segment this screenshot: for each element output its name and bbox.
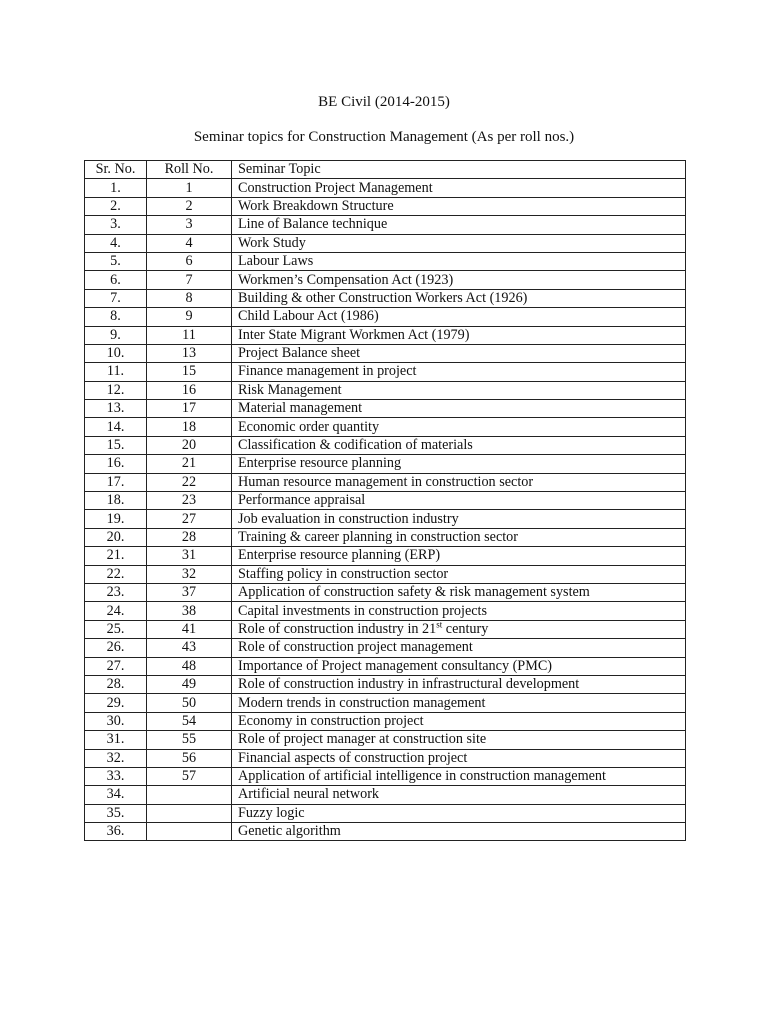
topic-superscript: st xyxy=(436,620,443,630)
roll-no-cell: 28 xyxy=(147,528,232,546)
table-row xyxy=(85,749,686,767)
table-row xyxy=(85,308,686,326)
seminar-topic-cell: Economy in construction project xyxy=(232,712,686,730)
table-row xyxy=(85,363,686,381)
seminar-topic-cell: Genetic algorithm xyxy=(232,823,686,841)
seminar-topic-cell: Job evaluation in construction industry xyxy=(232,510,686,528)
roll-no-cell: 32 xyxy=(147,565,232,583)
table-row xyxy=(85,657,686,675)
seminar-topic-cell: Labour Laws xyxy=(232,252,686,270)
roll-no-cell: 23 xyxy=(147,492,232,510)
table-row xyxy=(85,381,686,399)
sr-no-cell: 9. xyxy=(85,326,147,344)
seminar-topic-cell: Economic order quantity xyxy=(232,418,686,436)
seminar-topic-cell: Inter State Migrant Workmen Act (1979) xyxy=(232,326,686,344)
topic-text-tail: century xyxy=(442,620,489,637)
seminar-topic-cell: Role of construction industry in infrastructural development xyxy=(232,675,686,693)
seminar-topic-cell: Classification & codification of materials xyxy=(232,436,686,454)
table-row xyxy=(85,675,686,693)
sr-no-cell: 31. xyxy=(85,731,147,749)
topic-text: Role of construction industry in 21 xyxy=(238,620,437,637)
roll-no-cell: 20 xyxy=(147,436,232,454)
table-row xyxy=(85,216,686,234)
seminar-topics-table xyxy=(84,160,686,841)
table-row xyxy=(85,271,686,289)
table-row xyxy=(85,400,686,418)
table-row xyxy=(85,767,686,785)
table-body xyxy=(85,179,686,841)
sr-no-cell: 10. xyxy=(85,344,147,362)
roll-no-cell: 48 xyxy=(147,657,232,675)
roll-no-cell: 31 xyxy=(147,547,232,565)
table-row xyxy=(85,473,686,491)
sr-no-cell: 34. xyxy=(85,786,147,804)
roll-no-cell: 13 xyxy=(147,344,232,362)
sr-no-cell: 18. xyxy=(85,492,147,510)
table-row xyxy=(85,547,686,565)
roll-no-cell: 15 xyxy=(147,363,232,381)
seminar-topic-cell: Role of project manager at construction site xyxy=(232,731,686,749)
roll-no-cell: 1 xyxy=(147,179,232,197)
roll-no-cell: 55 xyxy=(147,731,232,749)
roll-no-cell xyxy=(147,823,232,841)
roll-no-cell xyxy=(147,804,232,822)
seminar-topic-cell: Finance management in project xyxy=(232,363,686,381)
seminar-topic-cell xyxy=(232,620,686,638)
table-row xyxy=(85,510,686,528)
sr-no-cell: 30. xyxy=(85,712,147,730)
sr-no-cell: 14. xyxy=(85,418,147,436)
roll-no-cell: 54 xyxy=(147,712,232,730)
table-row xyxy=(85,326,686,344)
roll-no-cell: 37 xyxy=(147,583,232,601)
roll-no-cell xyxy=(147,786,232,804)
page-title: BE Civil (2014-2015) xyxy=(318,94,450,110)
roll-no-cell: 6 xyxy=(147,252,232,270)
table-row xyxy=(85,712,686,730)
sr-no-cell: 28. xyxy=(85,675,147,693)
sr-no-cell: 24. xyxy=(85,602,147,620)
seminar-topic-cell: Building & other Construction Workers Act (1926) xyxy=(232,289,686,307)
table-row xyxy=(85,583,686,601)
sr-no-cell: 33. xyxy=(85,767,147,785)
roll-no-cell: 27 xyxy=(147,510,232,528)
sr-no-cell: 23. xyxy=(85,583,147,601)
sr-no-cell: 32. xyxy=(85,749,147,767)
table-row xyxy=(85,528,686,546)
seminar-topic-cell: Material management xyxy=(232,400,686,418)
sr-no-cell: 1. xyxy=(85,179,147,197)
table-row xyxy=(85,289,686,307)
table-row xyxy=(85,602,686,620)
seminar-topic-cell: Human resource management in construction sector xyxy=(232,473,686,491)
roll-no-cell: 4 xyxy=(147,234,232,252)
table-row xyxy=(85,436,686,454)
roll-no-cell: 7 xyxy=(147,271,232,289)
roll-no-cell: 43 xyxy=(147,639,232,657)
seminar-topic-cell: Importance of Project management consultancy (PMC) xyxy=(232,657,686,675)
seminar-topic-cell: Artificial neural network xyxy=(232,786,686,804)
sr-no-cell: 4. xyxy=(85,234,147,252)
roll-no-cell: 38 xyxy=(147,602,232,620)
roll-no-cell: 8 xyxy=(147,289,232,307)
roll-no-cell: 57 xyxy=(147,767,232,785)
roll-no-cell: 41 xyxy=(147,620,232,638)
sr-no-cell: 29. xyxy=(85,694,147,712)
seminar-topic-cell: Capital investments in construction projects xyxy=(232,602,686,620)
sr-no-cell: 5. xyxy=(85,252,147,270)
sr-no-cell: 11. xyxy=(85,363,147,381)
table-row xyxy=(85,234,686,252)
seminar-topic-cell: Enterprise resource planning xyxy=(232,455,686,473)
table-row xyxy=(85,455,686,473)
table-row xyxy=(85,804,686,822)
seminar-topic-cell: Construction Project Management xyxy=(232,179,686,197)
sr-no-cell: 8. xyxy=(85,308,147,326)
seminar-topic-cell: Performance appraisal xyxy=(232,492,686,510)
roll-no-cell: 22 xyxy=(147,473,232,491)
sr-no-cell: 27. xyxy=(85,657,147,675)
roll-no-cell: 18 xyxy=(147,418,232,436)
roll-no-cell: 11 xyxy=(147,326,232,344)
seminar-topic-cell: Modern trends in construction management xyxy=(232,694,686,712)
table-row xyxy=(85,418,686,436)
seminar-topic-cell: Financial aspects of construction project xyxy=(232,749,686,767)
header-roll-no: Roll No. xyxy=(147,161,232,179)
roll-no-cell: 3 xyxy=(147,216,232,234)
table-row xyxy=(85,197,686,215)
table-row xyxy=(85,694,686,712)
sr-no-cell: 12. xyxy=(85,381,147,399)
table-row xyxy=(85,492,686,510)
roll-no-cell: 17 xyxy=(147,400,232,418)
table-row xyxy=(85,639,686,657)
table-row xyxy=(85,179,686,197)
table-row xyxy=(85,823,686,841)
seminar-topic-cell: Application of construction safety & risk management system xyxy=(232,583,686,601)
header-seminar-topic: Seminar Topic xyxy=(232,161,686,179)
sr-no-cell: 2. xyxy=(85,197,147,215)
seminar-topic-cell: Project Balance sheet xyxy=(232,344,686,362)
sr-no-cell: 20. xyxy=(85,528,147,546)
roll-no-cell: 21 xyxy=(147,455,232,473)
roll-no-cell: 50 xyxy=(147,694,232,712)
table-header-row xyxy=(85,161,686,179)
sr-no-cell: 3. xyxy=(85,216,147,234)
seminar-topic-cell: Enterprise resource planning (ERP) xyxy=(232,547,686,565)
sr-no-cell: 22. xyxy=(85,565,147,583)
seminar-topic-cell: Staffing policy in construction sector xyxy=(232,565,686,583)
sr-no-cell: 21. xyxy=(85,547,147,565)
table-row xyxy=(85,786,686,804)
sr-no-cell: 7. xyxy=(85,289,147,307)
sr-no-cell: 35. xyxy=(85,804,147,822)
sr-no-cell: 36. xyxy=(85,823,147,841)
seminar-topic-cell: Work Study xyxy=(232,234,686,252)
sr-no-cell: 17. xyxy=(85,473,147,491)
roll-no-cell: 49 xyxy=(147,675,232,693)
table-row xyxy=(85,565,686,583)
seminar-topic-cell: Training & career planning in construction sector xyxy=(232,528,686,546)
seminar-topic-cell: Work Breakdown Structure xyxy=(232,197,686,215)
sr-no-cell: 19. xyxy=(85,510,147,528)
roll-no-cell: 2 xyxy=(147,197,232,215)
sr-no-cell: 6. xyxy=(85,271,147,289)
seminar-topic-cell: Fuzzy logic xyxy=(232,804,686,822)
sr-no-cell: 15. xyxy=(85,436,147,454)
seminar-topic-cell: Role of construction project management xyxy=(232,639,686,657)
sr-no-cell: 16. xyxy=(85,455,147,473)
roll-no-cell: 9 xyxy=(147,308,232,326)
seminar-topic-cell: Workmen’s Compensation Act (1923) xyxy=(232,271,686,289)
header-sr-no: Sr. No. xyxy=(85,161,147,179)
seminar-topic-cell: Application of artificial intelligence in construction management xyxy=(232,767,686,785)
seminar-topic-cell: Child Labour Act (1986) xyxy=(232,308,686,326)
table-row xyxy=(85,252,686,270)
seminar-topic-cell: Line of Balance technique xyxy=(232,216,686,234)
seminar-topic-cell: Risk Management xyxy=(232,381,686,399)
page-subtitle: Seminar topics for Construction Management (As per roll nos.) xyxy=(193,129,575,145)
table-row xyxy=(85,344,686,362)
sr-no-cell: 13. xyxy=(85,400,147,418)
roll-no-cell: 16 xyxy=(147,381,232,399)
table-row xyxy=(85,731,686,749)
sr-no-cell: 26. xyxy=(85,639,147,657)
table-row xyxy=(85,620,686,638)
roll-no-cell: 56 xyxy=(147,749,232,767)
sr-no-cell: 25. xyxy=(85,620,147,638)
